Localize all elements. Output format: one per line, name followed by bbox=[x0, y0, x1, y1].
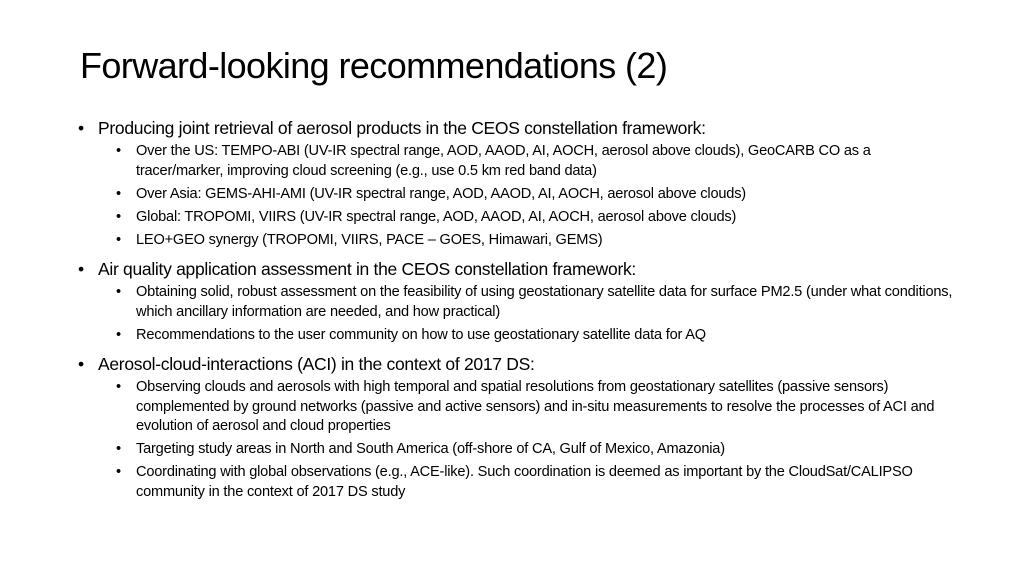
sub-bullet-over-the-us bbox=[116, 142, 958, 181]
bullet-producing-joint-retrieval bbox=[78, 117, 958, 250]
bullet-dot-icon: • bbox=[116, 326, 121, 343]
sub-bullet-list bbox=[98, 142, 958, 250]
sub-bullet-list bbox=[98, 378, 958, 502]
sub-bullet-text: Targeting study areas in North and South America (off-shore of CA, Gulf of Mexico, Amazonia) bbox=[136, 441, 725, 457]
sub-bullet-leo-geo-synergy bbox=[116, 231, 958, 251]
sub-bullet-observing-clouds bbox=[116, 378, 958, 437]
sub-bullet-text: Observing clouds and aerosols with high temporal and spatial resolutions from geostationary satellites (passive sensors) complemented by ground networks (passive and active sensors) and in-situ measurements to resolve the processes of ACI and evolution of aerosol and cloud properties bbox=[136, 379, 935, 434]
sub-bullet-text: Global: TROPOMI, VIIRS (UV-IR spectral range, AOD, AAOD, AI, AOCH, aerosol above clouds) bbox=[136, 208, 737, 225]
sub-bullet-text: Over Asia: GEMS-AHI-AMI (UV-IR spectral range, AOD, AAOD, AI, AOCH, aerosol above clouds) bbox=[136, 185, 746, 202]
bullet-dot-icon: • bbox=[116, 441, 121, 457]
bullet-air-quality-assessment bbox=[78, 258, 958, 345]
bullet-dot-icon: • bbox=[78, 118, 84, 138]
sub-bullet-list bbox=[98, 283, 958, 345]
sub-bullet-text: LEO+GEO synergy (TROPOMI, VIIRS, PACE – GOES, Himawari, GEMS) bbox=[136, 231, 603, 248]
sub-bullet-recommendations bbox=[116, 326, 958, 346]
sub-bullet-text: Recommendations to the user community on how to use geostationary satellite data for AQ bbox=[136, 326, 706, 343]
bullet-dot-icon: • bbox=[116, 185, 121, 202]
slide-title: Forward-looking recommendations (2) bbox=[80, 45, 668, 86]
sub-bullet-text: Over the US: TEMPO-ABI (UV-IR spectral range, AOD, AAOD, AI, AOCH, aerosol above clouds), GeoCARB CO as a tracer/marker, improving cloud screening (e.g., use 0.5 km red band data) bbox=[136, 143, 871, 179]
sub-bullet-text: Coordinating with global observations (e.g., ACE-like). Such coordination is deemed as important by the CloudSat/CALIPSO community in the context of 2017 DS study bbox=[136, 464, 913, 500]
sub-bullet-targeting-study-areas bbox=[116, 440, 958, 460]
sub-bullet-over-asia bbox=[116, 185, 958, 205]
bullet-dot-icon: • bbox=[78, 354, 84, 374]
bullet-dot-icon: • bbox=[116, 231, 121, 248]
bullet-aerosol-cloud-interactions bbox=[78, 353, 958, 502]
sub-bullet-coordinating-global bbox=[116, 463, 958, 502]
bullet-text: Air quality application assessment in the CEOS constellation framework: bbox=[98, 259, 636, 279]
bullet-dot-icon: • bbox=[116, 464, 121, 480]
bullet-dot-icon: • bbox=[116, 208, 121, 225]
bullet-dot-icon: • bbox=[78, 259, 84, 279]
sub-bullet-text: Obtaining solid, robust assessment on the feasibility of using geostationary satellite data for surface PM2.5 (under what conditions, which ancillary information are needed, and how practical) bbox=[136, 284, 953, 320]
bullet-text: Producing joint retrieval of aerosol products in the CEOS constellation framework: bbox=[98, 118, 706, 138]
sub-bullet-global bbox=[116, 208, 958, 228]
slide-body bbox=[78, 117, 958, 502]
bullet-text: Aerosol-cloud-interactions (ACI) in the context of 2017 DS: bbox=[98, 354, 535, 374]
sub-bullet-solid-assessment bbox=[116, 283, 958, 322]
bullet-dot-icon: • bbox=[116, 379, 121, 395]
bullet-dot-icon: • bbox=[116, 143, 121, 159]
bullet-dot-icon: • bbox=[116, 284, 121, 300]
